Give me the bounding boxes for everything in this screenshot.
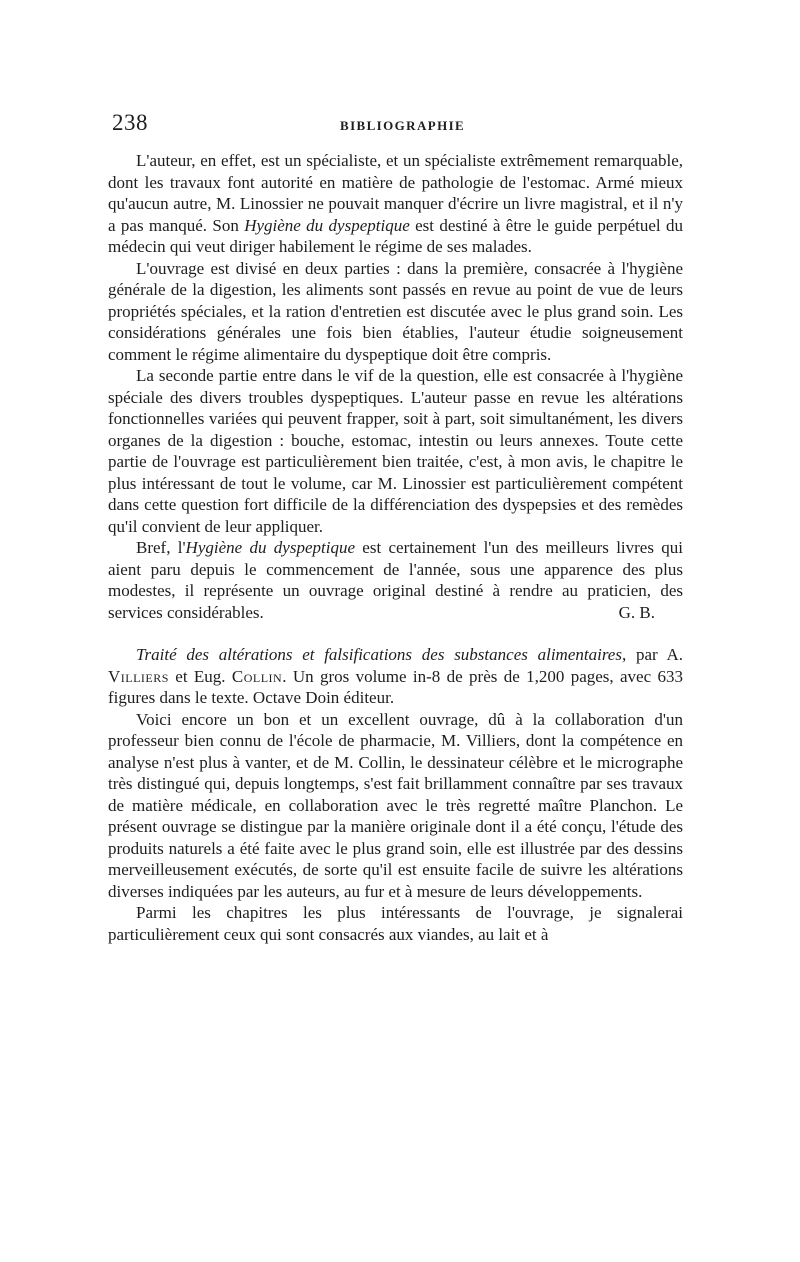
reviewer-signature: G. B. <box>618 602 655 622</box>
page <box>108 110 683 945</box>
section-separator <box>108 623 683 644</box>
review1-paragraph-1 <box>108 150 683 258</box>
review2-paragraph-1: Voici encore un bon et un excellent ouvrage, dû à la collaboration d'un professeur bien connu de l'école de pharmacie, M. Villiers, dont la compétence en analyse n'est plus à vanter, et de M. Collin, le dessinateur célèbre et le micrographe très distingué qui, depuis longtemps, s'est fait brillamment connaître par ses travaux de matière médicale, en collaboration avec le très regretté maître Planchon. Le présent ouvrage se distingue par la manière originale dont il a été conçu, l'étude des produits naturels a été faite avec le plus grand soin, elle est illustrée par des dessins merveilleusement exécutés, de sorte qu'il est ensuite facile de suivre les altérations diverses indiquées par les auteurs, au fur et à mesure de leurs développements. <box>108 709 683 901</box>
review1-paragraph-4 <box>108 537 683 623</box>
author-collin: Collin <box>231 666 283 686</box>
author-villiers: Villiers <box>108 666 169 686</box>
body-text <box>108 150 683 945</box>
running-title: BIBLIOGRAPHIE <box>340 118 466 133</box>
running-head <box>108 110 683 150</box>
review1-p1-text-a: L'auteur, en effet, est un spécialiste, et un spécialiste extrêmement remarquable, dont les travaux font autorité en matière de pathologie de l'estomac. Armé mieux qu'aucun autre, M. Linossier ne pouvait manquer d'écrire un livre magistral, et il n'y a pas manqué. Son <box>108 151 683 235</box>
review1-p4-text-a: Bref, l' <box>136 538 186 557</box>
review1-p4-text-b: est certainement l'un des meilleurs livres qui aient paru depuis le commencement de l'année, sous une apparence des plus modestes, il représente un ouvrage original destiné à rendre au praticien, des services considérables. <box>108 538 683 622</box>
book-title-traite-italic: Traité des altérations et falsifications des substances alimentaires <box>136 645 622 664</box>
citation-text-c: . Un gros volume in-8 de près de 1,200 pages, avec 633 figures dans le texte. Octave Doin éditeur. <box>108 666 683 707</box>
page-number: 238 <box>112 110 148 135</box>
book-title-hygiene-italic: Hygiène du dyspeptique <box>244 215 410 235</box>
review1-paragraph-2: L'ouvrage est divisé en deux parties : dans la première, consacrée à l'hygiène générale de la digestion, les aliments sont passés en revue au point de vue de leurs propriétés spéciales, et la ration d'entretien est discutée avec le plus grand soin. Les considérations générales une fois bien établies, l'auteur étudie soigneusement comment le régime alimentaire du dyspeptique doit être compris. <box>108 258 683 364</box>
review1-paragraph-3: La seconde partie entre dans le vif de la question, elle est consacrée à l'hygiène spéciale des divers troubles dyspeptiques. L'auteur passe en revue les altérations fonctionnelles variées qui peuvent frapper, soit à part, soit simultanément, les divers organes de la digestion : bouche, estomac, intestin ou leurs annexes. Toute cette partie de l'ouvrage est particulièrement bien traitée, c'est, à mon avis, le chapitre le plus intéressant de tout le volume, car M. Linossier est particulièrement compétent dans cette question fort difficile de la différenciation des dyspepsies et des remèdes qu'il convient de leur appliquer. <box>108 366 683 536</box>
book-title-hygiene-italic-2: Hygiène du dyspeptique <box>185 538 355 557</box>
review2-book-citation <box>108 644 683 709</box>
review2-paragraph-2: Parmi les chapitres les plus intéressants de l'ouvrage, je signalerai particulièrement ceux qui sont consacrés aux viandes, au lait et à <box>108 903 683 944</box>
citation-text-a: , par A. <box>621 645 684 664</box>
citation-text-b: et Eug. <box>168 666 232 686</box>
review1-p1-text-b: est destiné à être le guide perpétuel du médecin qui veut diriger habilement le régime de ses malades. <box>108 215 683 256</box>
